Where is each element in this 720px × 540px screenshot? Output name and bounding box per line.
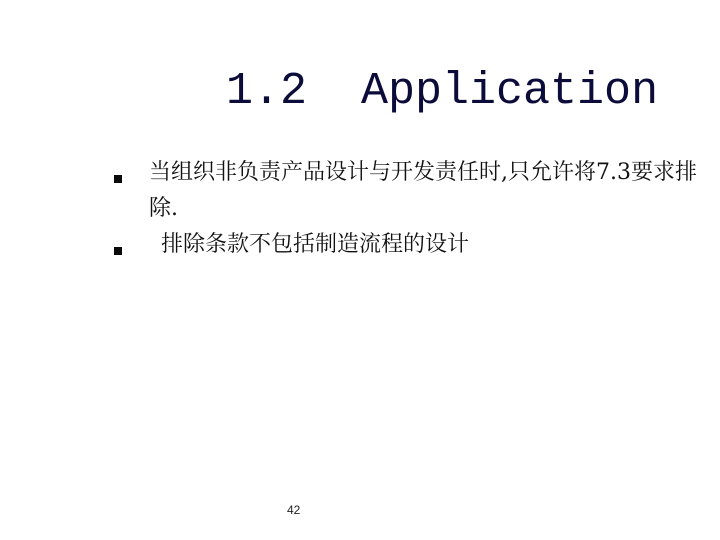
slide-title: 1.2 Application <box>226 66 659 117</box>
square-bullet-icon <box>114 247 122 255</box>
bullet-text: 当组织非负责产品设计与开发责任时,只允许将7.3要求排除. <box>149 160 697 221</box>
bullet-item <box>112 155 702 227</box>
bullet-list <box>112 155 702 263</box>
square-bullet-icon <box>114 175 122 183</box>
bullet-item <box>112 227 702 263</box>
bullet-text: 排除条款不包括制造流程的设计 <box>161 232 470 257</box>
page-number: 42 <box>287 503 301 517</box>
